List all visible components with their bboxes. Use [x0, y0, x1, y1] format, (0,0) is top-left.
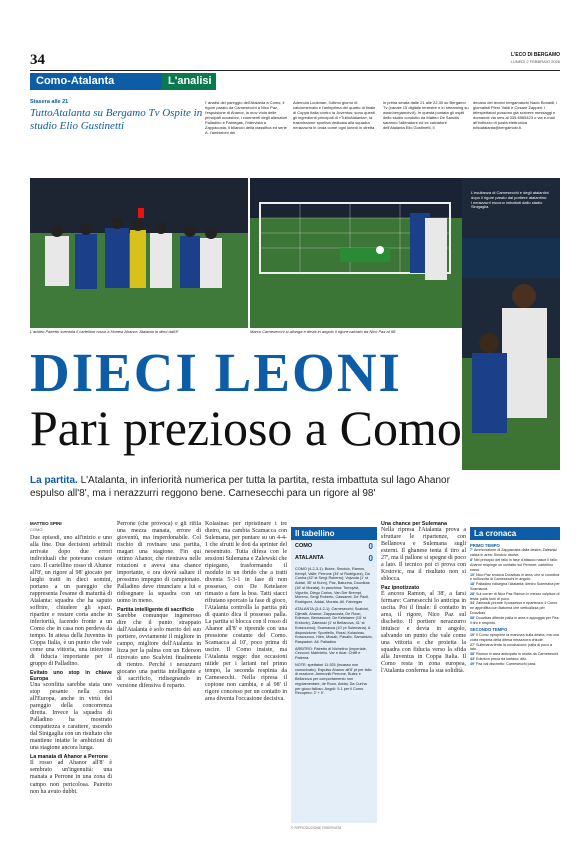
main-headline: DIECI LEONI — [30, 342, 402, 403]
cronaca-event — [470, 582, 560, 592]
event-minute: 8' — [470, 558, 474, 563]
article-subhead: Evitato uno stop in chiave Europa — [30, 670, 112, 683]
home-team: COMO — [295, 543, 313, 549]
second-half-events — [470, 633, 560, 667]
article-text: La partita si blocca con il rosso di Ahanor all'8' e riprende con una pressione costante del Como. Scamacca al 10', poco prima di uscire. Il Como insiste, ma l'Atalanta regge: due occasioni nitide per i lariani nel primo tempo, la seconda respinta da Carnesecchi. Nella ripresa il copione non cambia, e al 98' il rigore concesso per un contatto in area diventa l'occasione decisiva. — [205, 619, 287, 703]
event-description: Nel principio del fallo in fase d'attacco nasce il fallo: Ahanor respinge un contatto sul Perrone: cartellino rosso. — [470, 558, 558, 572]
atalanta-lineup: ATALANTA (3-4-2-1): Carnesecchi; Scalvini, Djimsiti, Ahanor; Zappacosta, De Roon, Ederson, Bernasconi; De Ketelaere (15' st Krstovic), Zalewski (1' st Bellanova, 41' st Kossounou); Scamacca (10' pt Sulemana). A disposizione: Sportiello, Rossi, Kolasinac, Kossounou, Hien, Musah, Pasalic, Samardzic, Raspadori. All. Palladino — [295, 606, 373, 645]
cronaca-event — [470, 601, 560, 615]
second-half-label: SECONDO TEMPO — [470, 627, 508, 633]
photo-penalty-save — [250, 178, 462, 328]
score-row-home — [291, 540, 377, 552]
cronaca-box — [470, 527, 560, 667]
tabellino-box — [291, 527, 377, 823]
masthead — [30, 52, 560, 70]
photo-celebration — [462, 178, 560, 470]
section-label: Como-Atalanta — [30, 73, 162, 90]
byline-place: COMO — [30, 527, 43, 532]
referee: ARBITRO: Pairetto di Nichelino (Imperiale, Cecconi; Mariniello. Var e Avar: Chiffi e Paterna. — [295, 646, 367, 661]
cronaca-list — [470, 540, 560, 667]
photo-caption-1: L'arbitro Pairetto sventola il cartellino rosso a Honest Ahanor: Atalanta in dieci dall'8' — [30, 329, 179, 334]
article-text: Il rosso ad Ahanor all'8' è sembrato un'ingenuità: una manata a Perrone in una zona di campo non pericolosa. Pairetto non ha avuto dubbi. — [30, 760, 112, 795]
event-minute: 49' — [470, 661, 477, 666]
box-headline: TuttoAtalanta su Bergamo Tv Ospite in studio Elio Gustinetti — [30, 107, 203, 132]
article-column-2 — [117, 521, 201, 825]
article-column-4 — [381, 521, 466, 825]
event-minute: 28' — [470, 591, 477, 596]
away-team: ATALANTA — [295, 555, 324, 561]
tabellino-title: Il tabellino — [291, 527, 377, 540]
event-minute: 19' — [470, 632, 477, 637]
page-number: 34 — [30, 52, 45, 68]
article-subhead: Partita intelligente di sacrificio — [117, 607, 194, 614]
article-subhead: La manata di Ahanor a Perrone — [30, 754, 109, 761]
event-minute: 27' — [470, 642, 477, 647]
photo-red-card — [30, 178, 248, 328]
byline-author: MATTEO SPINI — [30, 521, 62, 526]
event-description: Il Como ripropone la manovra sulla destra, ma una corta respinta della difesa nerazzurra chiude. — [470, 632, 559, 642]
box-column-3: in prima serata dalle 21 alle 22,30 su Bergamo Tv (canale 15 digitale terrestre e in streaming su www.bergamotv.it). In questa puntata gli ospiti dello studio condotto da Matteo De Sanctis saranno l'allenatore ed ex calciatore dell'Atalanta Elio Gustinetti, il — [383, 100, 469, 130]
article-text: Kolasinac per ripristinare i tre dietro, ma cambia Scamacca con Sulemana, per puntare su un 4-4-1 che sfrutti le doti da sprinter del neoentrato. Tutta difesa con le sessioni Sulemana e Zalewski che ripiegano, trasformando il modulo in un ibrido che a tratti diventa 5-3-1 in fase di non possesso, con De Ketelaere rimasto a fare la boa. Tatti stacci rifiutano sporcato la fase di gioco, l'Atalanta controlla la partita più di quanto dica il possesso palla. — [205, 521, 287, 619]
article-column-1 — [30, 535, 112, 825]
event-description: Nico Paz smarca Douvikas in area, che si coordina e sull'uscita di Carnesecchi in angolo. — [470, 572, 560, 582]
article-subhead: Paz ipnotizzato — [381, 585, 420, 592]
sub-headline: Pari prezioso a Como — [30, 400, 462, 456]
cronaca-event — [470, 633, 560, 643]
copyright-note: © RIPRODUZIONE RISERVATA — [291, 826, 342, 830]
first-half-label: PRIMO TEMPO — [470, 543, 500, 548]
paper-date: LUNEDÌ 2 FEBBRAIO 2026 — [510, 59, 560, 64]
box-column-1: I' analisi del pareggio dell'Atalanta a Como, il rigore parato da Carnesecchi a Nico Paz, l'espulsione di Ahanor, la mov viola delle principali occasioni, i commenti degli allenatori Palladino e Fabregas, l'intervista a Zappacosta, il bilancio della classifica ed serie A. I'ambizioni dei — [205, 100, 288, 135]
cronaca-event — [470, 558, 560, 572]
box-column-4: decano dei tecnici bergamaschi Nado Bonaldi, i giornalisti Piero Valdi e Cesare Zapperi. I telespettatori possono già scrivere messaggi e domande via sms al 335.6965423 o via e-mail all'indirizzo di posta elettronica tuttoatalanta@bergamotv.it. — [473, 100, 558, 130]
event-description: Douvikas difende palla in area e appoggia per Paz: il tiro è respinto. — [470, 615, 560, 625]
article-text: Due episodi, uno all'inizio e uno alla fine. Due decisioni arbitrali arrivate dopo due errori individuali che potevano costare caro. Il cartellino rosso di Ahanor all'8', un rigore al 98' giocato per larghi tratti in dieci uomini, portano a un pareggio che rappresenta l'esame di maturità di Atalanta: squadra che ha saputo soffrire, chiudere gli spazi, ripartire e restare corta anche in inferiorità, facendo fronte a un Como che in casa non perdeva da tempo. In attesa della Juventus in Coppa Italia, è un punto che vale come una vittoria, una iniezione di fiducia importante per il gruppo di Palladino. — [30, 535, 112, 668]
event-description: Sul corner di Nico Paz Ramon in mezzo colpisce di testa: palla fuori di poco. — [470, 591, 560, 601]
cronaca-event — [470, 592, 560, 602]
standfirst-lead: La partita. — [30, 475, 78, 486]
event-minute: 43' — [470, 656, 477, 661]
box-column-2: Ademola Lookman, l'ultimo giorno di calciomercato e l'anteprima del quarto di finale di Coppa Italia contro la Juventus: sono questi gli ingredienti principali di «TuttoAtalanta», la trasmissione sportiva dedicata alla squadra nerazzurra in onda come ogni lunedì in diretta — [293, 100, 376, 130]
event-description: Ammonizione di Zappacosta dalla destra, Zalewski calcia in area: Smolcic risolve. — [470, 548, 557, 558]
standfirst — [30, 475, 450, 500]
box-kicker: Stasera alle 21 — [30, 99, 69, 105]
event-minute: 10' — [470, 572, 477, 577]
event-description: Palladino ridisegna l'Atalanta: dentro Sulemana per Scamacca. — [470, 582, 560, 591]
photo-caption-2: Marco Carnesecchi si allunga e devia in angolo il rigore calciato da Nico Paz al 98' — [250, 329, 396, 334]
cronaca-event — [470, 616, 560, 626]
match-notes: NOTE: spettatori 11.925 (incasso non comunicato). Espulso Ahanor all'8' pt per fallo di reazione. Ammoniti Perrone, Butez e Bellanova per comportamento non regolamentare, de Roon, Addai, Da Cunha per gioco falloso. Angoli: 9-1 per il Como. Recupero: 2' + 9'. — [295, 662, 372, 696]
event-minute: 38' — [470, 652, 477, 657]
first-half-events — [470, 548, 560, 625]
home-score: 0 — [368, 541, 373, 551]
cronaca-title: La cronaca — [470, 527, 560, 540]
event-description: Sulemana tenta la conclusione: palla di poco a lato. — [470, 642, 553, 652]
article-text: Sarebbe comunque ingeneroso dire che il punto strappato dall'Atalanta è solo merito del suo portiere, ovviamente il migliore in campo, migliore dell'Atalanta in lizza per la palma con un Ederson ritrovato uno Scalvini finalmente di rientro. Perché i nerazzurri giocano una partita intelligente e di sacrificio, ridisegnando in versione difensiva il reparto. — [117, 613, 201, 690]
cronaca-event — [470, 662, 560, 667]
event-description: Paz dal dischetto: Carnesecchi para. — [476, 661, 537, 666]
cronaca-event — [470, 548, 560, 558]
cronaca-event — [470, 643, 560, 653]
photo-caption-3: L'esultanza di Carnesecchi e degli atalantini dopo il rigore parato dal portiere atalantino: i nerazzurri escono imbattuti dallo stadio Sinigaglia — [471, 190, 549, 210]
article-column-3 — [205, 521, 287, 825]
article-text: Una sconfitta sarebbe stata uno stop pesante nella corsa all'Europa, anche in virtù del pareggio della concorrenza diretta. Invece la squadra di Palladino ha mostrato compattezza e carattere, uscendo dal Sinigaglia con un risultato che mantiene intatte le ambizioni di una stagione ancora lunga. — [30, 682, 112, 752]
event-description: Zalewski prende il possesso e ripartenza: il Como ne approfitta con Baturina che verticalizza per Douvikas. — [470, 601, 558, 616]
event-minute: 18' — [470, 582, 477, 587]
masthead-rule — [30, 70, 560, 71]
article-text: È ancora Ramon, al 38', a farsi fermare: Carnesecchi lo anticipa in uscita. Poi il finale: il contatto in area, il rigore, Nico Paz sul dischetto. Il portiere nerazzurro intuisce e devia in angolo, salvando un punto che vale come una vittoria e che proietta la squadra con fiducia verso la sfida alla Juventus in Coppa Italia. Il Como resta in zona europea, l'Atalanta conferma la sua solidità. — [381, 591, 466, 675]
event-minute: 7' — [470, 548, 474, 553]
event-minute: 38' — [470, 615, 477, 620]
section-analysis-label: L'analisi — [162, 73, 216, 90]
article-text: Nella ripresa l'Atalanta prova a sfruttare le ripartenze, con Bellanova e Sulemana sugli esterni. Il ghanese tenta il tiro al 27', ma il pallone si spegne di poco a lato. Il tecnico poi ci prova con Krstovic, ma il risultato non si sblocca. — [381, 527, 466, 583]
score-row-away — [291, 552, 377, 564]
article-subhead: Una chance per Sulemana — [381, 521, 447, 527]
event-description: Ederson prova da lontano: alto. — [476, 656, 528, 661]
event-minute: 34' — [470, 601, 477, 606]
away-score: 0 — [368, 553, 373, 563]
article-text: Perrone (che provoca) e gli rifila una mezza manata, errore di gioventù, ma imperdonabile. Col rischio di rovinare una partita, magari una stagione. Fin qui ottimo Ahanor, che rientrava nelle rotazioni e aveva una chance importante, e ora dovrà saltare il prossimo impegno di campionato. Palladino deve rinunciare a lui e ridisegnare la squadra con un uomo in meno. — [117, 521, 201, 605]
paper-name: L'ECO DI BERGAMO — [511, 52, 560, 58]
event-description: Ramon in area anticipato in uscita da Carnesecchi. — [476, 652, 560, 657]
tabellino-details — [291, 564, 377, 699]
como-lineup: COMO (4-2-3-1): Butez; Smolcic, Ramon, Kempf, Valle; Perrone (34' st Rodriguez), Da Cunha (42' st Sergi Roberto); Vojvoda (1' st Addai, 35' st Kuhn), Paz, Baturina, Douvikas (16' st Morata). In panchina: Tornqvist, Vigorito, Diego Carlos, Van Der Brempt, Moreno, Sergi Roberto, Cassanet, De Paoli. Rodriguez, Addai, Morata. All. Fabregas — [295, 567, 370, 605]
cronaca-event — [470, 573, 560, 583]
standfirst-text: L'Atalanta, in inferiorità numerica per tutta la partita, resta imbattuta sul lago Ahanor espulso all'8', ma i nerazzurri reggono bene. Carnesecchi para un rigore al 98' — [30, 475, 450, 499]
section-bar — [30, 73, 216, 90]
